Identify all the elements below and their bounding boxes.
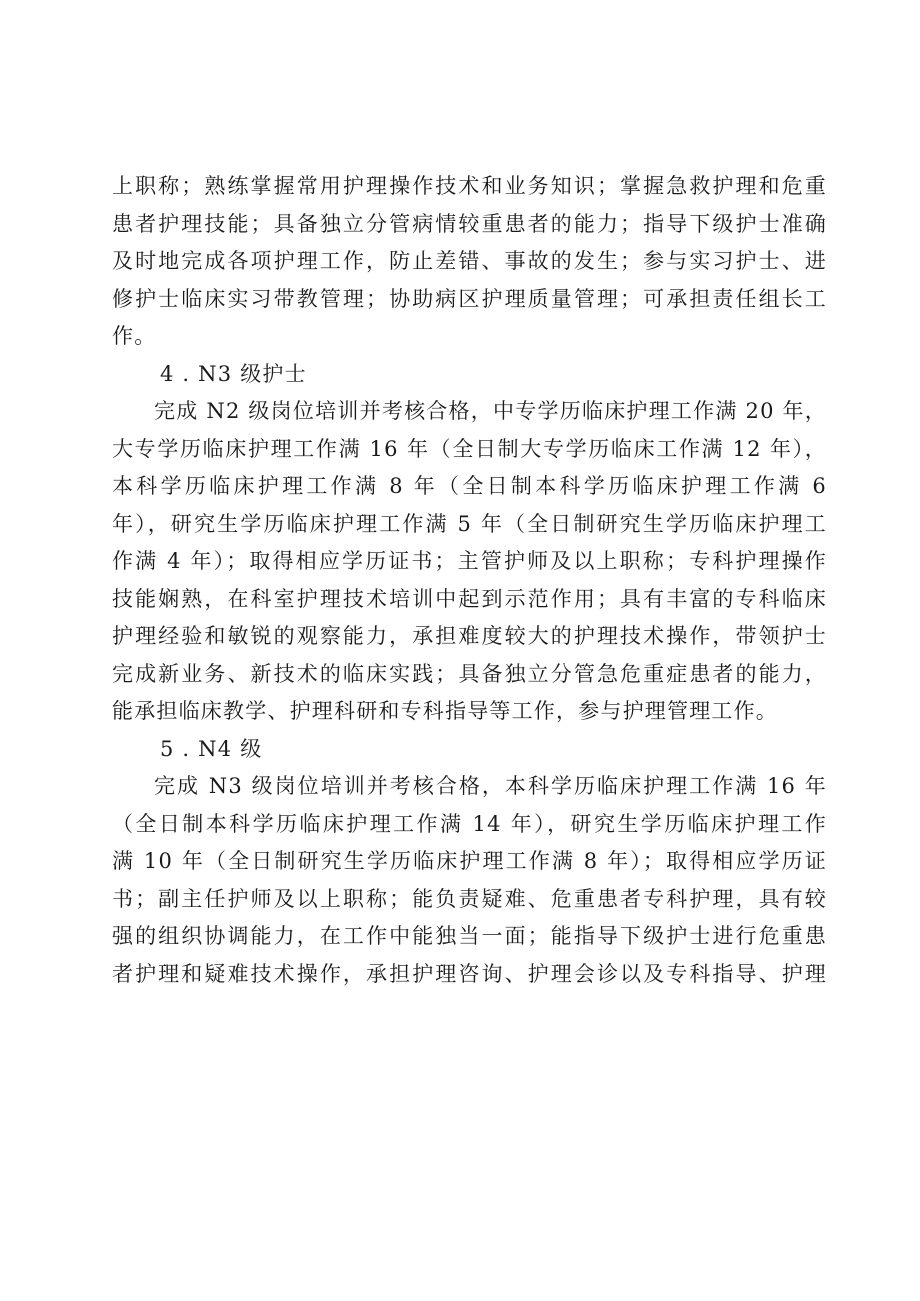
paragraph-line: 完成新业务、新技术的临床实践；具备独立分管急危重症患者的能力， xyxy=(112,661,827,686)
document-body xyxy=(112,168,827,993)
paragraph-n2-continued xyxy=(112,168,827,356)
paragraph-line: 作满 4 年）；取得相应学历证书；主管护师及以上职称；专科护理操作 xyxy=(112,549,827,573)
section-heading-n3: 4 . N3 级护士 xyxy=(160,361,307,386)
paragraph-line: 上职称；熟练掌握常用护理操作技术和业务知识；掌握急救护理和危重 xyxy=(112,174,827,198)
paragraph-line: 能承担临床教学、护理科研和专科指导等工作，参与护理管理工作。 xyxy=(112,699,778,723)
paragraph-line: 完成 N3 级岗位培训并考核合格，本科学历临床护理工作满 16 年 xyxy=(154,774,827,798)
paragraph-line: 技能娴熟，在科室护理技术培训中起到示范作用；具有丰富的专科临床 xyxy=(112,586,827,611)
paragraph-line: 大专学历临床护理工作满 16 年（全日制大专学历临床工作满 12 年）， xyxy=(112,436,827,461)
paragraph-line: 护理经验和敏锐的观察能力，承担难度较大的护理技术操作，带领护士 xyxy=(112,624,827,648)
paragraph-line: 强的组织协调能力，在工作中能独当一面；能指导下级护士进行危重患 xyxy=(112,924,827,948)
paragraph-line: 满 10 年（全日制研究生学历临床护理工作满 8 年）；取得相应学历证 xyxy=(112,849,827,873)
paragraph-line: 作。 xyxy=(112,324,157,348)
section-heading-n4: 5 . N4 级 xyxy=(160,736,263,761)
paragraph-line: 及时地完成各项护理工作，防止差错、事故的发生；参与实习护士、进 xyxy=(112,249,827,273)
paragraph-line: 书；副主任护师及以上职称；能负责疑难、危重患者专科护理，具有较 xyxy=(112,886,827,911)
paragraph-line: 本科学历临床护理工作满 8 年（全日制本科学历临床护理工作满 6 xyxy=(112,474,827,498)
paragraph-line: 年），研究生学历临床护理工作满 5 年（全日制研究生学历临床护理工 xyxy=(112,511,827,536)
paragraph-line: （全日制本科学历临床护理工作满 14 年），研究生学历临床护理工作 xyxy=(112,811,827,836)
paragraph-line: 者护理和疑难技术操作，承担护理咨询、护理会诊以及专科指导、护理 xyxy=(112,961,827,986)
paragraph-line: 患者护理技能；具备独立分管病情较重患者的能力；指导下级护士准确 xyxy=(112,211,827,236)
paragraph-n3 xyxy=(112,393,827,731)
paragraph-line: 修护士临床实习带教管理；协助病区护理质量管理；可承担责任组长工 xyxy=(112,286,827,311)
paragraph-n4 xyxy=(112,768,827,993)
paragraph-line: 完成 N2 级岗位培训并考核合格，中专学历临床护理工作满 20 年， xyxy=(154,399,827,423)
